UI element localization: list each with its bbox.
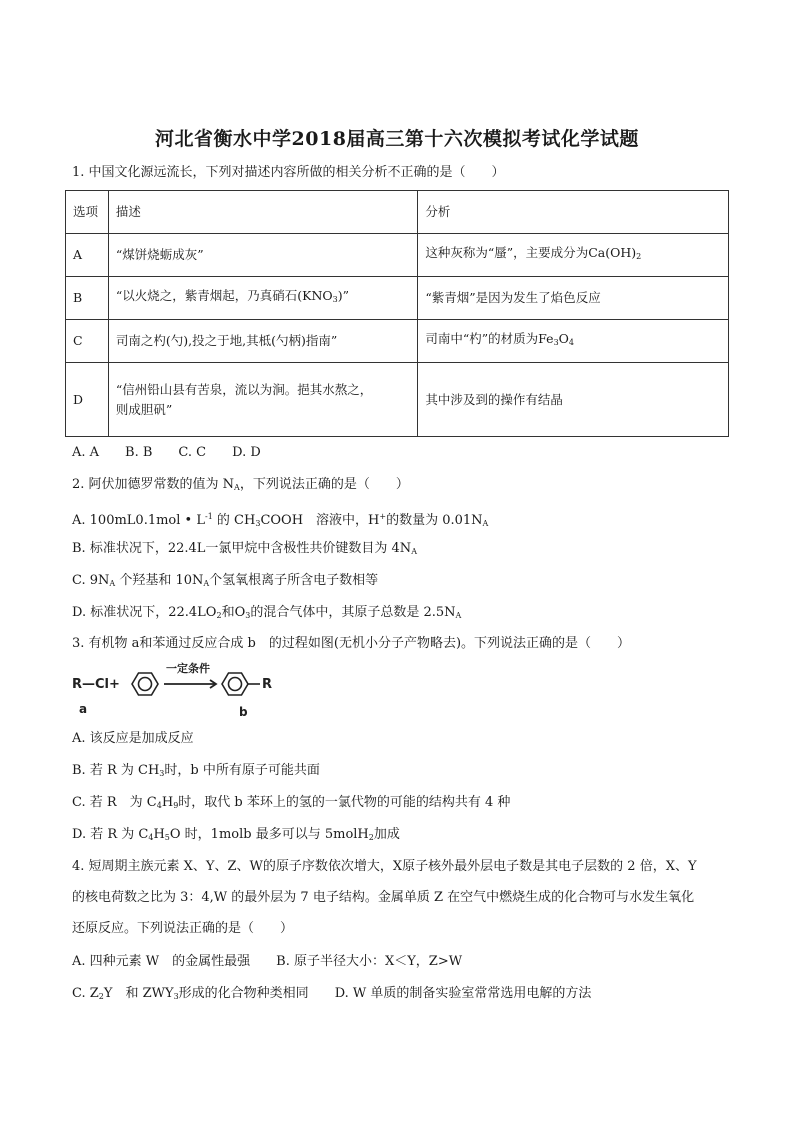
product-substituent: R — [262, 677, 273, 692]
benzene-ring-reactant — [132, 673, 158, 695]
q4-options-cd: C. $Z_2Y$ 和 $ZWY_3$形成的化合物种类相同 D. W 单质的制备实验室常常选用电解的方法 — [72, 986, 592, 1001]
reactant-text: R—Cl+ — [72, 677, 120, 692]
benzene-ring-product — [222, 673, 260, 695]
q1-table — [65, 190, 729, 437]
q2-option-d: D. 标准状况下，$22.4LO_2$和$O_3$的混合气体中，其原子总数是 $2.5N_A$ — [72, 605, 462, 620]
q2-stem: 2. 阿伏加德罗常数的值为 $N_A$，下列说法正确的是（ ） — [72, 477, 409, 492]
header-description: 描述 — [108, 191, 418, 234]
q2-option-b: B. 标准状况下，22.4L一氯甲烷中含极性共价键数目为 $4N_A$ — [72, 541, 417, 556]
reaction-arrow — [164, 680, 216, 688]
q3-option-b: B. 若 R 为 $CH_3$时，b 中所有原子可能共面 — [72, 763, 320, 778]
table-row — [66, 277, 729, 320]
table-row — [66, 363, 729, 437]
q1-stem: 1. 中国文化源远流长，下列对描述内容所做的相关分析不正确的是（ ） — [72, 165, 505, 180]
q2-option-a: A. 100mL0.1mol • $L^{-1}$ 的 $CH_3COOH$ 溶液中，H+的数量为 $0.01N_A$ — [72, 512, 489, 528]
row-description: “信州铅山县有苦泉，流以为涧。挹其水熬之， 则成胆矾” — [108, 363, 418, 437]
header-analysis: 分析 — [418, 191, 729, 234]
row-analysis: 这种灰称为“蜃”，主要成分为$Ca(OH)_2$ — [418, 234, 729, 277]
row-option: C — [66, 320, 109, 363]
label-a: a — [79, 702, 88, 716]
q3-option-a: A. 该反应是加成反应 — [72, 731, 194, 746]
table-header-row — [66, 191, 729, 234]
row-analysis: “紫青烟”是因为发生了焰色反应 — [418, 277, 729, 320]
row-option: A — [66, 234, 109, 277]
row-analysis: 司南中“杓”的材质为$Fe_3O_4$ — [418, 320, 729, 363]
q2-option-c: C. $9N_A$ 个羟基和 $10N_A$个氢氧根离子所含电子数相等 — [72, 573, 379, 588]
row-analysis: 其中涉及到的操作有结晶 — [418, 363, 729, 437]
row-description: “煤饼烧蛎成灰” — [108, 234, 418, 277]
q1-choices: A. A B. B C. C D. D — [72, 445, 261, 460]
reaction-scheme — [70, 658, 302, 720]
row-option: D — [66, 363, 109, 437]
q3-option-c: C. 若 R 为 $C_4H_9$时，取代 b 苯环上的氢的一氯代物的可能的结构共有 4 种 — [72, 795, 511, 810]
table-row — [66, 234, 729, 277]
page-title: 河北省衡水中学2018届高三第十六次模拟考试化学试题 — [155, 128, 639, 150]
row-option: B — [66, 277, 109, 320]
table-row — [66, 320, 729, 363]
q4-options-ab: A. 四种元素 W 的金属性最强 B. 原子半径大小：X＜Y，Z>W — [72, 954, 463, 969]
reaction-condition: 一定条件 — [166, 662, 210, 675]
label-b: b — [239, 705, 248, 719]
q4-stem-line-3: 还原反应。下列说法正确的是（ ） — [72, 921, 294, 936]
q3-option-d: D. 若 R 为 $C_4H_5O$ 时，1molb 最多可以与 5molH$_2$加成 — [72, 827, 400, 842]
q4-stem-line-2: 的核电荷数之比为 3：4,W 的最外层为 7 电子结构。金属单质 Z 在空气中燃烧生成的化合物可与水发生氧化 — [72, 890, 695, 905]
q3-stem: 3. 有机物 a和苯通过反应合成 b 的过程如图(无机小分子产物略去)。下列说法正确的是（ ） — [72, 636, 631, 651]
row-description: 司南之杓(勺),投之于地,其柢(勺柄)指南” — [108, 320, 418, 363]
header-option: 选项 — [66, 191, 109, 234]
row-description: “以火烧之，紫青烟起，乃真硝石$(KNO_3)$” — [108, 277, 418, 320]
q4-stem-line-1: 4. 短周期主族元素 X、Y、Z、W的原子序数依次增大，X原子核外最外层电子数是其电子层数的 2 倍，X、Y — [72, 859, 697, 874]
